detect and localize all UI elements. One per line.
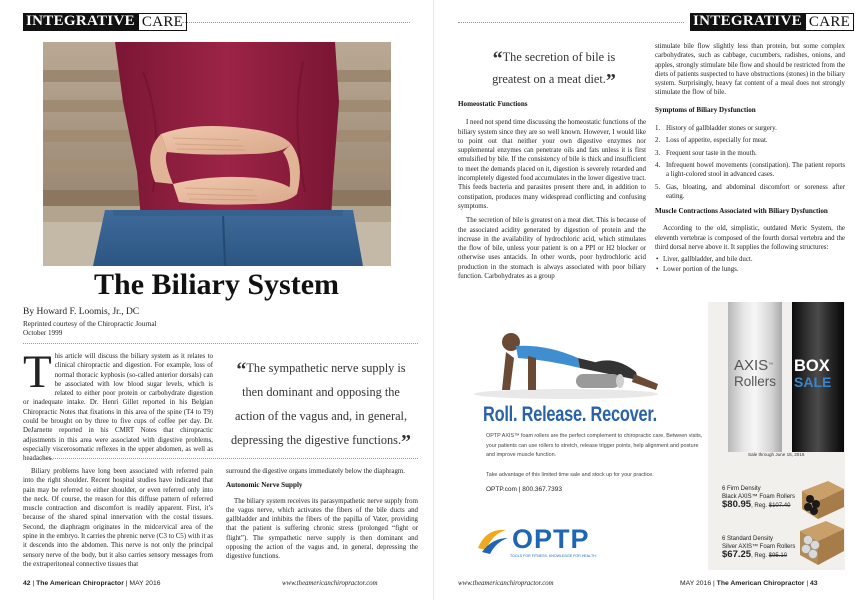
footer-right (680, 580, 818, 587)
column-4 (655, 42, 845, 274)
open-quote-mark-icon: “ (236, 359, 247, 381)
footer-separator: | (806, 580, 809, 587)
body-paragraph: The secretion of bile is greatest on a meat diet. This is because of the associated acidity generated by digestion of protein and the increase in the availability of hydrochloric acid, which stimulates the flow of bile, unless your patient is on a PPI or H2 blocker or otherwise uses antacids. In other words, poor hydrochloric acid production in the stomach is always associated with poor biliary function. Carbohydrates as a group (458, 217, 646, 281)
issue-date: MAY 2016 (680, 580, 712, 587)
ad-copy-secondary: Take advantage of this limited time sale and stock up for your practice. (486, 472, 654, 478)
article-title: The Biliary System (94, 268, 339, 301)
optp-logo[interactable] (476, 524, 596, 560)
header-rule-right (458, 22, 684, 23)
drop-cap: T (23, 346, 52, 398)
body-paragraph: I need not spend time discussing the homeostatic functions of the biliary system since they are so well known. However, I would like to point out that neither your own digestive enzymes nor supplemental enzymes can penetrate oils and fats unless it is first emulsified by bile. If the consistency of bile is thick and insufficient to meet the demands placed on it, digestion is severely retarded and incompletely digested food accumulates in the lower digestive tract. This feeds bacteria and parasites present there and, in addition to constipation, produces many widespread conflicting and confusing symptoms. (458, 119, 646, 210)
offer-product: Black AXIS™ Foam Rollers (722, 493, 796, 500)
subhead-autonomic: Autonomic Nerve Supply (226, 481, 303, 490)
ad-main-panel (458, 302, 708, 570)
offer-standard (722, 536, 795, 561)
column-1 (23, 467, 213, 572)
column-2 (226, 467, 418, 565)
credit-line: Reprinted courtesy of the Chiropractic Journal (23, 320, 157, 328)
rollers-word: Rollers (734, 374, 777, 389)
ad-contact[interactable]: OPTP.com | 800.367.7393 (486, 486, 563, 493)
section-tag-right (690, 13, 854, 31)
pull-quote-text: The sympathetic nerve supply is then dominant and opposing the action of the vagus and, in general, depressing the digestive functions. (230, 361, 408, 447)
box-word: BOX (794, 357, 830, 375)
optp-advertisement[interactable] (458, 302, 845, 570)
offer-reg-price: $107.40 (768, 503, 791, 510)
credit-date: October 1999 (23, 329, 63, 338)
logo-tagline: TOOLS FOR FITNESS. KNOWLEDGE FOR HEALTH. (510, 554, 597, 558)
list-item (655, 183, 845, 202)
offer-reg-label: , Reg. (751, 553, 768, 560)
issue-date: MAY 2016 (129, 580, 161, 587)
footer-url-right[interactable]: www.theamericanchiropractor.com (458, 580, 554, 587)
footer-separator: | (32, 580, 35, 587)
ad-athlete-photo (466, 302, 666, 402)
list-number: 2. (655, 137, 661, 145)
section-tag-word1: INTEGRATIVE (23, 13, 138, 31)
byline: By Howard F. Loomis, Jr., DC (23, 307, 140, 317)
close-quote-mark-icon: ” (605, 70, 616, 92)
ad-copy: OPTP AXIS™ foam rollers are the perfect complement to chiropractic care. Between visits, your patients can use rollers to stretch, release trigger points, help alignment and posture and improve muscle function. (486, 433, 703, 459)
pull-quote-text: The secretion of bile is greatest on a meat diet. (492, 50, 616, 86)
symptoms-list (655, 124, 845, 201)
body-paragraph: Biliary problems have long been associated with referred pain into the right shoulder. Recent hospital studies have indicated that pain may be referred to either shoulder, or even referred only into the neck. Of course, the reason for this diffuse pattern of referred muscle contraction and discomfort is readily apparent. First, it’s because of the shared spinal innervation with the costal tissues. Second, the diaphragm originates in the midcervical area of the spine in the embryo. It carries the phrenic nerve (C3 to C5) with it as it descends into the abdomen. This nerve is not only the principal sensory nerve of the body, but it also carries sensory messages from the extraperitoneal connective tissues that (23, 468, 214, 568)
hero-photo (43, 42, 391, 266)
close-quote-mark-icon: ” (401, 431, 412, 453)
list-item: • Liver, gallbladder, and bile duct. (655, 255, 845, 264)
footer-separator: | (713, 580, 715, 587)
footer-left (23, 580, 161, 587)
page-number: 43 (809, 580, 818, 587)
offer-reg-label: , Reg. (751, 503, 768, 510)
section-tag-word1: INTEGRATIVE (690, 13, 805, 31)
list-text: Frequent sour taste in the mouth. (666, 149, 757, 157)
silver-roller-box-image (796, 515, 845, 567)
page-number: 42 (23, 580, 31, 587)
byline-credit (23, 320, 157, 339)
footer-separator: | (125, 580, 128, 587)
list-text: Gas, bloating, and abdominal discomfort or soreness after eating. (666, 183, 845, 200)
sale-note-text: Sale through June 15, 2016 (748, 452, 805, 457)
logo-wordmark: OPTP (512, 524, 590, 554)
list-item (655, 136, 845, 145)
list-number: 5. (655, 183, 661, 191)
column-3 (458, 100, 646, 284)
optp-swoosh-icon (476, 526, 510, 554)
ad-headline: Roll. Release. Recover. (483, 403, 657, 426)
sale-word: SALE (794, 374, 832, 390)
offer-reg-price: $95.10 (768, 553, 788, 560)
offer-price: $80.95 (722, 499, 752, 511)
pull-quote-right (484, 46, 624, 90)
header-rule-left (182, 22, 410, 23)
body-paragraph: stimulate bile flow slightly less than protein, but some complex carbohydrates, such as cabbage, cucumbers, radishes, onions, and apples, strongly stimulate bile flow and should be restricted from the diets of patients suspected to have obstructions (stones) in the biliary system. Surprisingly, heavy fat content of a meal does not strongly stimulate the flow of bile. (655, 43, 845, 97)
body-paragraph: According to the old, simplistic, outdated Meric System, the eleventh vertebrae is composed of the fourth dorsal vertebra and the third dorsal nerve above it. It supplies the following structures: (655, 225, 845, 252)
list-number: 1. (655, 125, 661, 133)
offer-density: 6 Standard Density (722, 536, 774, 542)
list-number: 4. (655, 161, 661, 169)
body-paragraph: surround the digestive organs immediately below the diaphragm. (226, 468, 405, 475)
offer-price: $67.25 (722, 549, 752, 561)
list-item (655, 124, 845, 133)
magazine-name: The American Chiropractor (36, 580, 124, 587)
structures-list (655, 255, 845, 274)
footer-url-left[interactable]: www.theamericanchiropractor.com (282, 580, 378, 587)
intro-text: his article will discuss the biliary system as it relates to clinical chiropractic and digestion. For example, loss of normal thoracic kyphosis (so-called anterior dorsals) can be associated with low blood sugar levels, which is related to either poor protein or carbohydrate digestion or inadequate intake. Dr. Henri Gillet reported in his Belgian Chiropractic Notes that fixations in this area of the spine (T4 to T9) could be brought on by three to five cups of coffee per day. Dr. DeJarnette reported in his CMRT Notes that chiropractic adjustments in this area were associated with digestive problems, especially viscerosomatic reflexes in the upper abdomen, as well as headaches. (23, 353, 213, 463)
subhead-muscle: Muscle Contractions Associated with Biliary Dysfunction (655, 207, 828, 216)
section-tag-word2: CARE (138, 13, 187, 31)
list-text: Infrequent bowel movements (constipation). The patient reports a light-colored stool in advanced cases. (666, 161, 845, 179)
subhead-homeostatic: Homeostatic Functions (458, 100, 528, 108)
list-item: • Lower portion of the lungs. (655, 265, 845, 274)
section-tag-left (23, 13, 187, 31)
magazine-name: The American Chiropractor (716, 580, 805, 587)
pull-quote-left (226, 356, 416, 452)
trademark: ™ (768, 362, 774, 368)
subhead-symptoms: Symptoms of Biliary Dysfunction (655, 105, 756, 114)
intro-rule (23, 458, 418, 459)
offer-product: Silver AXIS™ Foam Rollers (722, 543, 796, 550)
page-gutter (433, 0, 434, 600)
list-number: 3. (655, 149, 661, 157)
section-tag-word2: CARE (805, 13, 854, 31)
open-quote-mark-icon: “ (492, 48, 503, 70)
list-text: Loss of appetite, especially for meat. (666, 137, 768, 145)
offer-firm (722, 486, 795, 511)
axis-word: AXIS (734, 357, 769, 374)
list-text: History of gallbladder stones or surgery. (666, 125, 777, 133)
list-item (655, 149, 845, 158)
offer-density: 6 Firm Density (722, 486, 761, 492)
body-paragraph: The biliary system receives its parasympathetic nerve supply from the vagus nerve, which activates the fibers of the bile ducts and gallbladder and inhibits the fibers of the papilla of Vater, providing that the patient is suffering chronic stress (prolonged “fight or flight”). The sympathetic nerve supply is then dominant and opposing the action of the vagus and, in general, depressing the digestive functions. (226, 497, 418, 561)
byline-rule (23, 343, 418, 344)
list-item (655, 161, 845, 180)
intro-paragraph (23, 346, 213, 464)
axis-brand (734, 358, 773, 373)
